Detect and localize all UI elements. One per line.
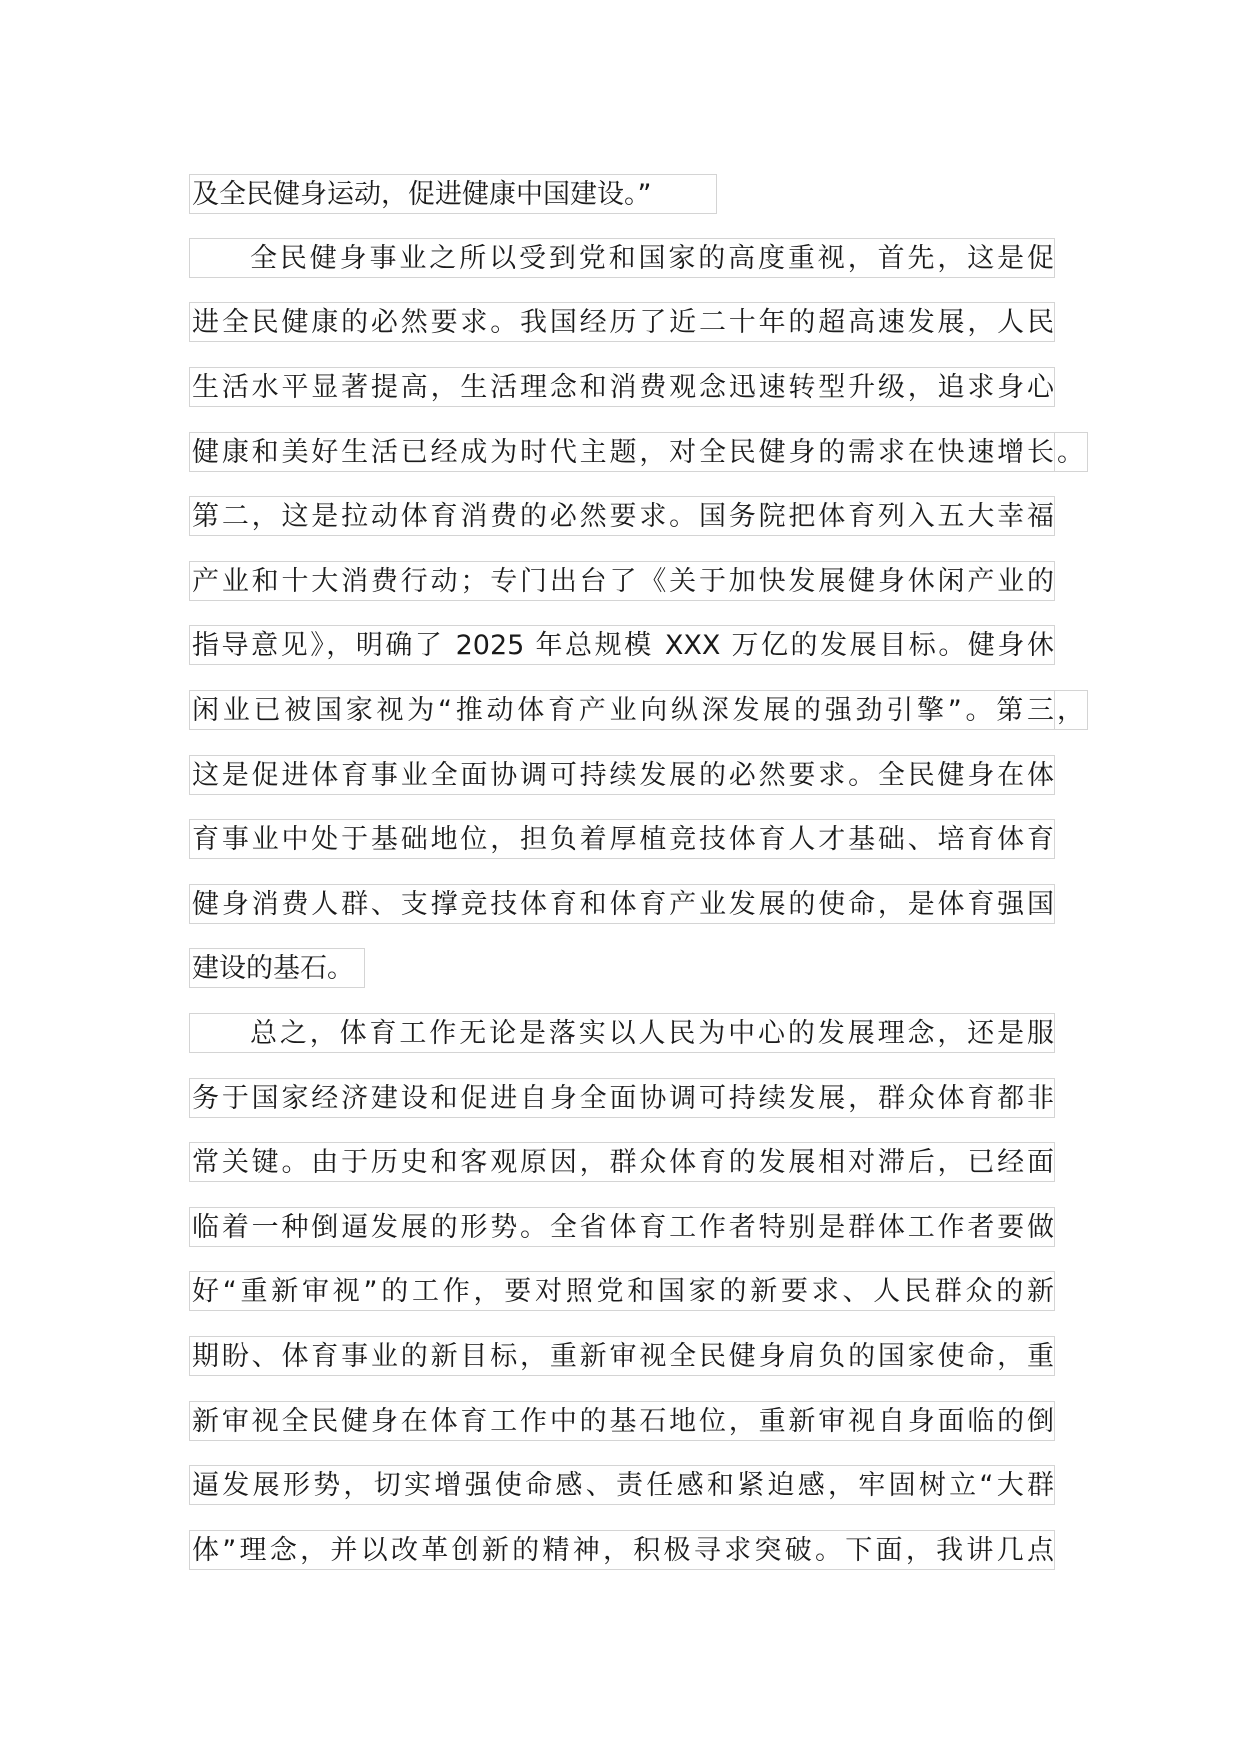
- text-line-12: 健身消费人群、支撑竞技体育和体育产业发展的使命，是体育强国: [189, 884, 1055, 924]
- text-line-13: 建设的基石。: [189, 948, 365, 988]
- text-line-22: 体”理念，并以改革创新的精神，积极寻求突破。下面，我讲几点: [189, 1530, 1055, 1570]
- text-line-7: 产业和十大消费行动；专门出台了《关于加快发展健身休闲产业的: [189, 561, 1055, 601]
- text-line-8: 指导意见》，明确了 2025 年总规模 XXX 万亿的发展目标。健身休: [189, 625, 1055, 665]
- text-line-1: 及全民健身运动，促进健康中国建设。”: [189, 174, 717, 214]
- text-line-20: 新审视全民健身在体育工作中的基石地位，重新审视自身面临的倒: [189, 1401, 1055, 1441]
- text-line-5-tail: 。: [1054, 432, 1088, 472]
- text-line-16: 常关键。由于历史和客观原因，群众体育的发展相对滞后，已经面: [189, 1142, 1055, 1182]
- text-line-15: 务于国家经济建设和促进自身全面协调可持续发展，群众体育都非: [189, 1078, 1055, 1118]
- text-line-5: 健康和美好生活已经成为时代主题，对全民健身的需求在快速增长: [189, 432, 1055, 472]
- text-line-10: 这是促进体育事业全面协调可持续发展的必然要求。全民健身在体: [189, 755, 1055, 795]
- text-line-19: 期盼、体育事业的新目标，重新审视全民健身肩负的国家使命，重: [189, 1336, 1055, 1376]
- text-line-17: 临着一种倒逼发展的形势。全省体育工作者特别是群体工作者要做: [189, 1207, 1055, 1247]
- text-line-9: 闲业已被国家视为“推动体育产业向纵深发展的强劲引擎”。第三: [189, 690, 1055, 730]
- text-line-21: 逼发展形势，切实增强使命感、责任感和紧迫感，牢固树立“大群: [189, 1465, 1055, 1505]
- text-line-6: 第二，这是拉动体育消费的必然要求。国务院把体育列入五大幸福: [189, 496, 1055, 536]
- text-line-3: 进全民健康的必然要求。我国经历了近二十年的超高速发展，人民: [189, 302, 1055, 342]
- text-line-18: 好“重新审视”的工作，要对照党和国家的新要求、人民群众的新: [189, 1271, 1055, 1311]
- text-line-2: 全民健身事业之所以受到党和国家的高度重视，首先，这是促: [189, 238, 1055, 278]
- text-line-4: 生活水平显著提高，生活理念和消费观念迅速转型升级，追求身心: [189, 367, 1055, 407]
- text-line-14: 总之，体育工作无论是落实以人民为中心的发展理念，还是服: [189, 1013, 1055, 1053]
- text-line-11: 育事业中处于基础地位，担负着厚植竞技体育人才基础、培育体育: [189, 819, 1055, 859]
- text-line-9-tail: ，: [1054, 690, 1088, 730]
